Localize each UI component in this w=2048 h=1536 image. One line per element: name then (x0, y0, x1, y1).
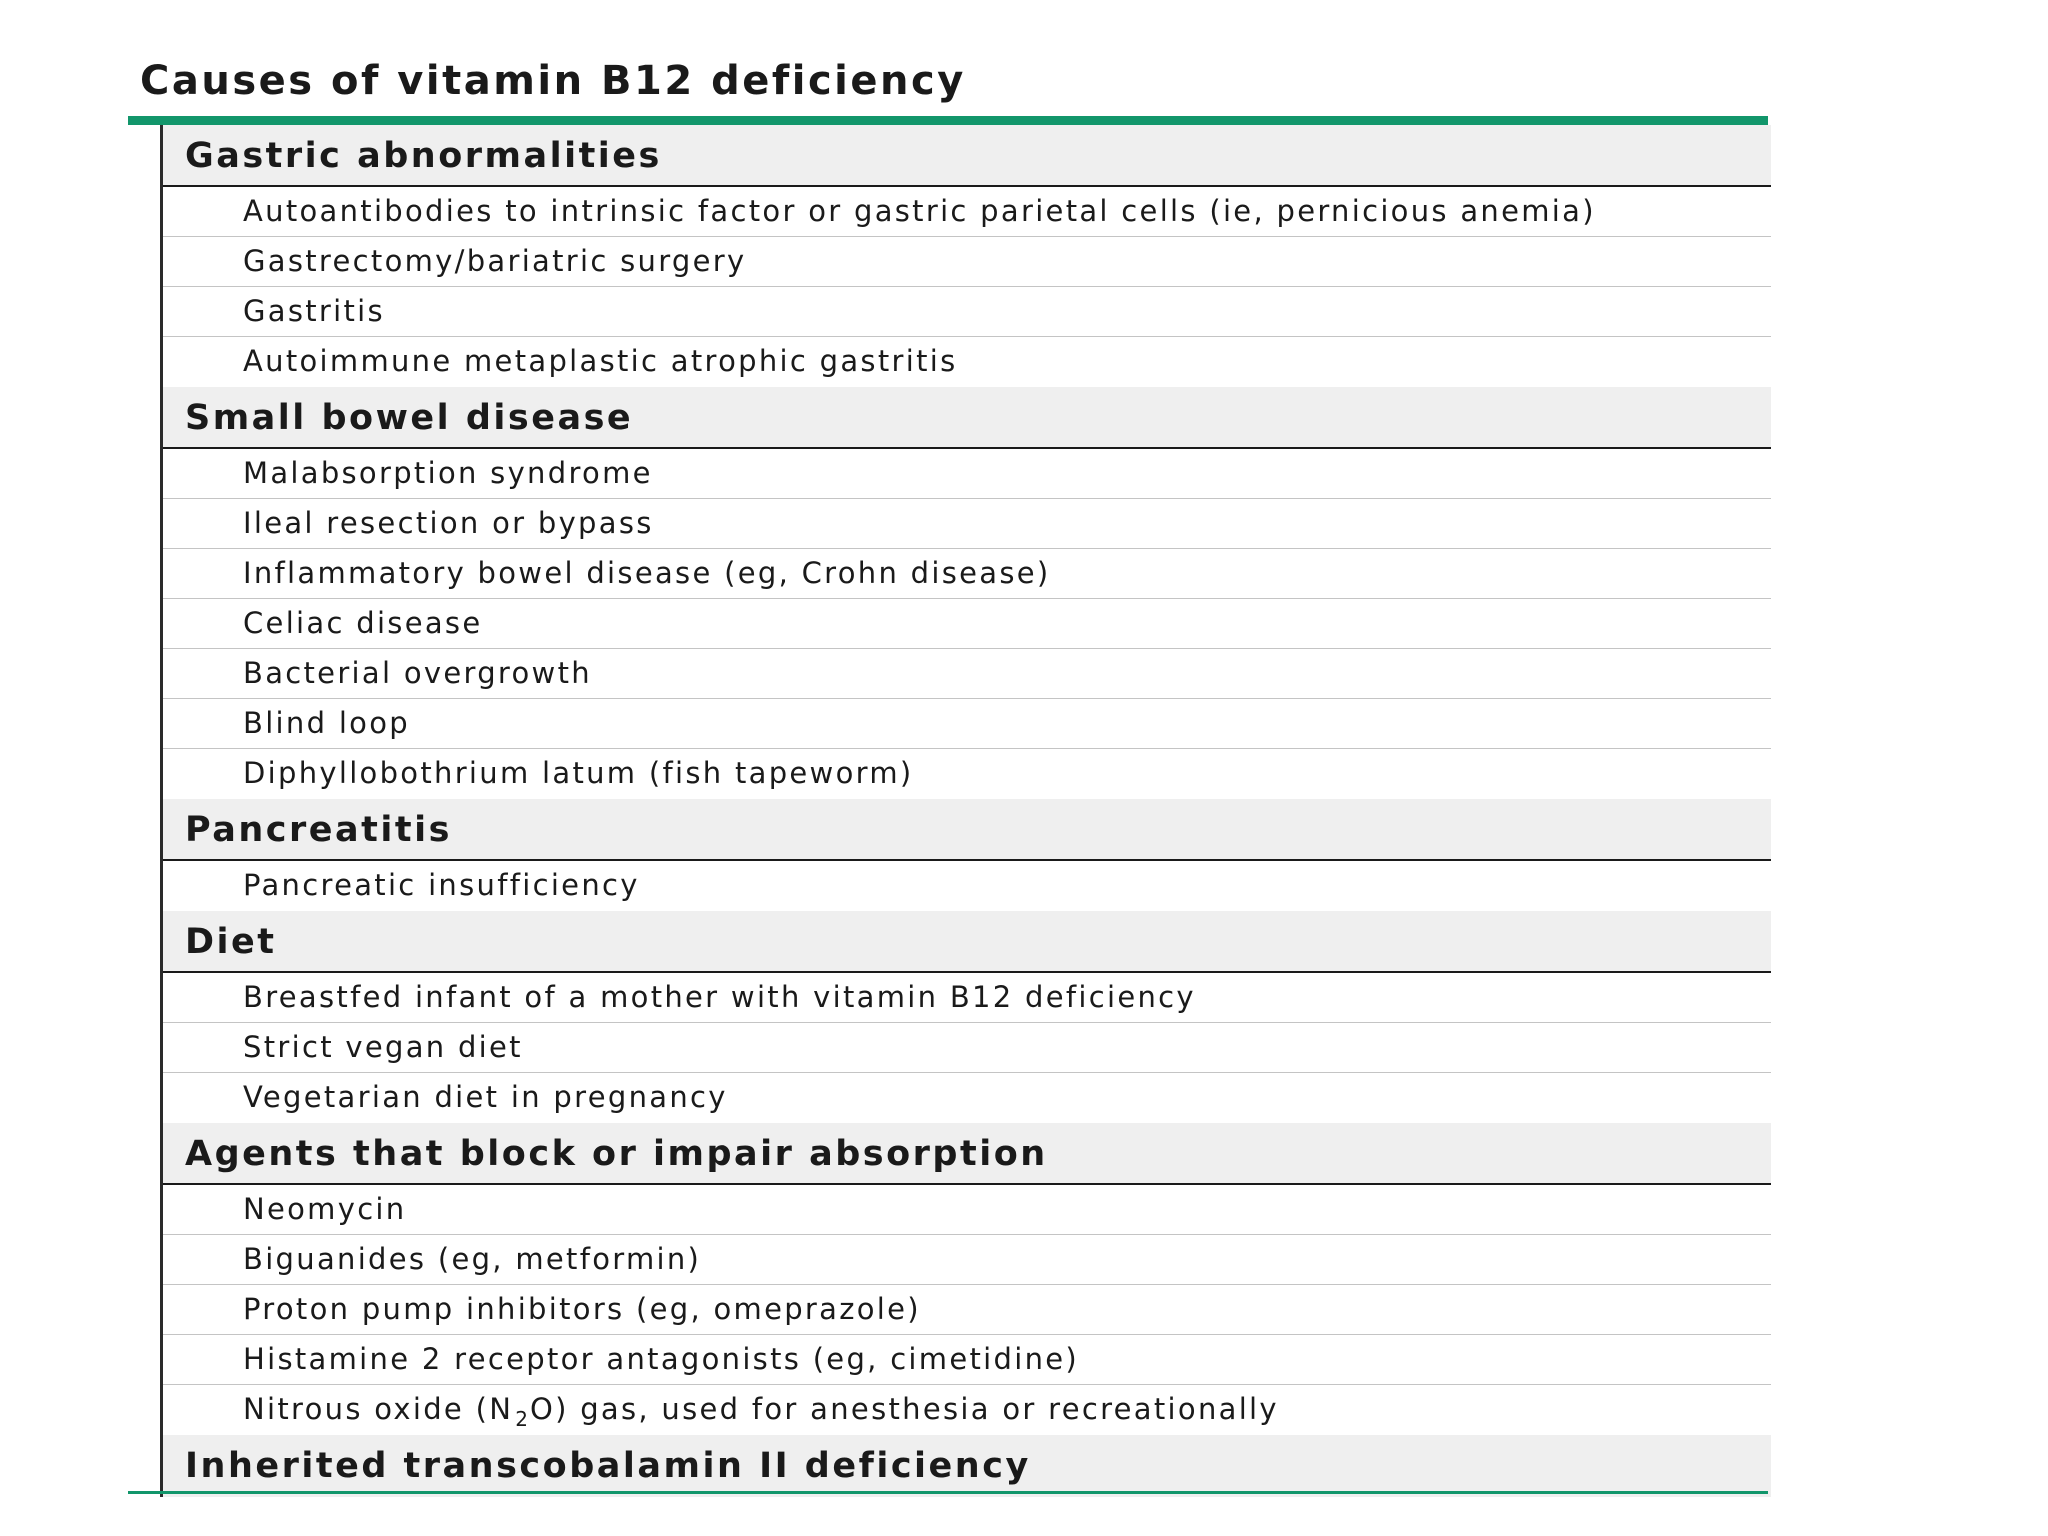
table-row: Bacterial overgrowth (163, 649, 1771, 699)
section-heading-inherited: Inherited transcobalamin II deficiency (163, 1435, 1771, 1497)
section-heading-pancreatitis: Pancreatitis (163, 799, 1771, 861)
table-row-nitrous-oxide (163, 1385, 1771, 1435)
subscript-two: 2 (515, 1407, 528, 1431)
table-row: Biguanides (eg, metformin) (163, 1235, 1771, 1285)
table-row: Strict vegan diet (163, 1023, 1771, 1073)
table-row: Breastfed infant of a mother with vitamin B12 deficiency (163, 973, 1771, 1023)
section-heading-small-bowel: Small bowel disease (163, 387, 1771, 449)
table-row: Vegetarian diet in pregnancy (243, 1080, 728, 1114)
table-row: Pancreatic insufficiency (243, 868, 640, 902)
table-row: Diphyllobothrium latum (fish tapeworm) (243, 756, 914, 790)
table-row: Autoimmune metaplastic atrophic gastritis (243, 344, 958, 378)
table-row: Malabsorption syndrome (163, 449, 1771, 499)
table-row: Gastritis (163, 287, 1771, 337)
nitrous-text-after: O) gas, used for anesthesia or recreationally (529, 1392, 1279, 1426)
table-row: Ileal resection or bypass (163, 499, 1771, 549)
table-row: Autoantibodies to intrinsic factor or gastric parietal cells (ie, pernicious anemia) (163, 187, 1771, 237)
table-row: Celiac disease (163, 599, 1771, 649)
page-title: Causes of vitamin B12 deficiency (140, 58, 966, 104)
causes-table (160, 125, 1771, 1497)
nitrous-text-before: Nitrous oxide (N (243, 1392, 514, 1426)
table-row: Proton pump inhibitors (eg, omeprazole) (163, 1285, 1771, 1335)
section-heading-agents: Agents that block or impair absorption (163, 1123, 1771, 1185)
table-row: Gastrectomy/bariatric surgery (163, 237, 1771, 287)
table-row: Blind loop (163, 699, 1771, 749)
section-heading-gastric: Gastric abnormalities (163, 125, 1771, 187)
table-row: Neomycin (163, 1185, 1771, 1235)
table-row: Inflammatory bowel disease (eg, Crohn disease) (163, 549, 1771, 599)
bottom-rule (128, 1491, 1768, 1494)
section-heading-diet: Diet (163, 911, 1771, 973)
table-row: Histamine 2 receptor antagonists (eg, cimetidine) (163, 1335, 1771, 1385)
title-rule (128, 116, 1768, 125)
